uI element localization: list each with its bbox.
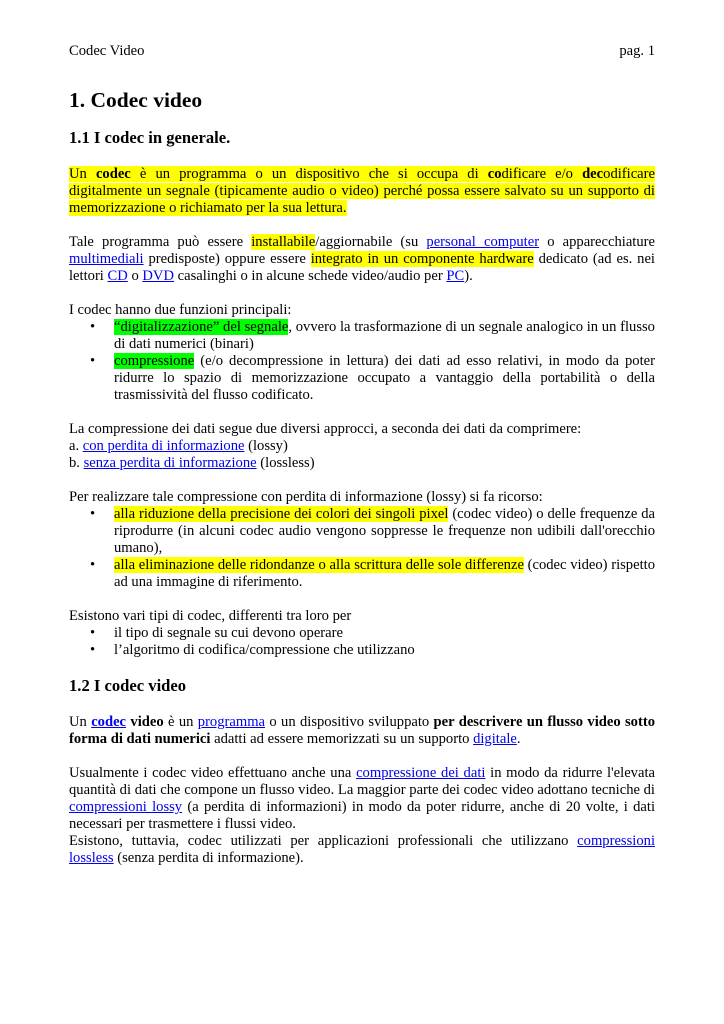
compression-intro: La compressione dei dati segue due diversi approcci, a seconda dei dati da comprimere: xyxy=(69,421,582,437)
highlight-installabile: installabile xyxy=(251,234,316,250)
link-cd[interactable]: CD xyxy=(107,268,128,284)
list-item: • alla eliminazione delle ridondanze o alla scrittura delle sole differenze (codec video) rispetto ad una immagine di riferimento. xyxy=(90,557,655,590)
functions-intro: I codec hanno due funzioni principali: xyxy=(69,302,292,318)
video-codec-definition: Un codec video è un programma o un dispositivo sviluppato per descrivere un flusso video sotto forma di dati numerici adatti ad essere memorizzati su un supporto digitale. xyxy=(69,714,655,747)
bullet-icon: • xyxy=(90,353,96,369)
section-heading-1-2: 1.2 I codec video xyxy=(69,676,187,695)
intro-paragraph xyxy=(69,166,655,217)
bullet-icon: • xyxy=(90,625,96,641)
bullet-icon: • xyxy=(90,642,96,658)
types-intro: Esistono vari tipi di codec, differenti tra loro per xyxy=(69,608,352,624)
functions-list xyxy=(69,319,655,404)
lossy-list xyxy=(69,506,655,591)
implementation-paragraph: Tale programma può essere installabile/aggiornabile (su personal computer o apparecchiature multimediali predisposte) oppure essere integrato in un componente hardware dedicato (ad es. nei lettori CD o DVD casalinghi o in alcune schede video/audio per PC). xyxy=(69,234,655,284)
link-codec[interactable]: codec xyxy=(91,714,127,730)
link-multimediali[interactable]: multimediali xyxy=(69,251,144,267)
highlight-digitalizzazione: “digitalizzazione” del segnale xyxy=(114,319,289,335)
page-number: pag. 1 xyxy=(619,43,655,59)
link-compressione-dati[interactable]: compressione dei dati xyxy=(356,765,486,781)
link-pc[interactable]: PC xyxy=(446,268,465,284)
link-personal-computer[interactable]: personal computer xyxy=(426,234,540,250)
list-item: • “digitalizzazione” del segnale, ovvero la trasformazione di un segnale analogico in un flusso di dati numerici (binari) xyxy=(90,319,655,352)
highlight-integrato: integrato in un componente hardware xyxy=(310,251,534,267)
list-item: • alla riduzione della precisione dei colori dei singoli pixel (codec video) o delle frequenze da riprodurre (in alcuni codec audio vengono soppresse le frequenze non udibili dall'orecchio umano), xyxy=(90,506,655,556)
section-heading-1-1: 1.1 I codec in generale. xyxy=(69,128,231,147)
link-senza-perdita[interactable]: senza perdita di informazione xyxy=(83,455,257,471)
document-body xyxy=(69,87,655,867)
compression-option-b: b. senza perdita di informazione (lossless) xyxy=(69,455,315,471)
link-compressioni-lossy[interactable]: compressioni lossy xyxy=(69,799,183,815)
list-item: • il tipo di segnale su cui devono operare xyxy=(90,625,343,641)
compression-option-a: a. con perdita di informazione (lossy) xyxy=(69,438,288,454)
lossy-intro: Per realizzare tale compressione con perdita di informazione (lossy) si fa ricorso: xyxy=(69,489,543,505)
list-item: • l’algoritmo di codifica/compressione che utilizzano xyxy=(90,642,415,658)
bullet-icon: • xyxy=(90,557,96,573)
running-header xyxy=(69,43,655,60)
lossless-paragraph: Esistono, tuttavia, codec utilizzati per applicazioni professionali che utilizzano compressioni lossless (senza perdita di informazione). xyxy=(69,833,655,866)
highlight-eliminazione: alla eliminazione delle ridondanze o alla scrittura delle sole differenze xyxy=(114,557,524,573)
page-title: 1. Codec video xyxy=(69,88,203,112)
link-programma[interactable]: programma xyxy=(197,714,266,730)
bullet-icon: • xyxy=(90,506,96,522)
video-compression-paragraph: Usualmente i codec video effettuano anche una compressione dei dati in modo da ridurre l'elevata quantità di dati che compone un flusso video. La maggior parte dei codec video adottano tecniche di compressioni lossy (a perdita di informazioni) in modo da poter ridurre, anche di 20 volte, i dati necessari per trasmettere i flussi video. xyxy=(69,765,655,832)
highlight-compressione: compressione xyxy=(114,353,195,369)
link-con-perdita[interactable]: con perdita di informazione xyxy=(82,438,245,454)
highlight-riduzione: alla riduzione della precisione dei colori dei singoli pixel xyxy=(114,506,449,522)
bullet-icon: • xyxy=(90,319,96,335)
link-compressioni-lossless[interactable]: compressioni lossless xyxy=(69,833,655,866)
header-title: Codec Video xyxy=(69,43,145,59)
link-digitale[interactable]: digitale xyxy=(473,731,517,747)
highlighted-definition: Un codec è un programma o un dispositivo che si occupa di codificare e/o decodificare digitalmente un segnale (tipicamente audio o video) perché possa essere salvato su un supporto di memorizzazione o richiamato per la sua lettura. xyxy=(69,166,655,216)
types-list xyxy=(69,625,655,659)
link-dvd[interactable]: DVD xyxy=(142,268,175,284)
list-item: • compressione (e/o decompressione in lettura) dei dati ad esso relativi, in modo da poter ridurre lo spazio di memorizzazione occupato a vantaggio della portabilità o della trasmissività del flusso codificato. xyxy=(90,353,655,403)
